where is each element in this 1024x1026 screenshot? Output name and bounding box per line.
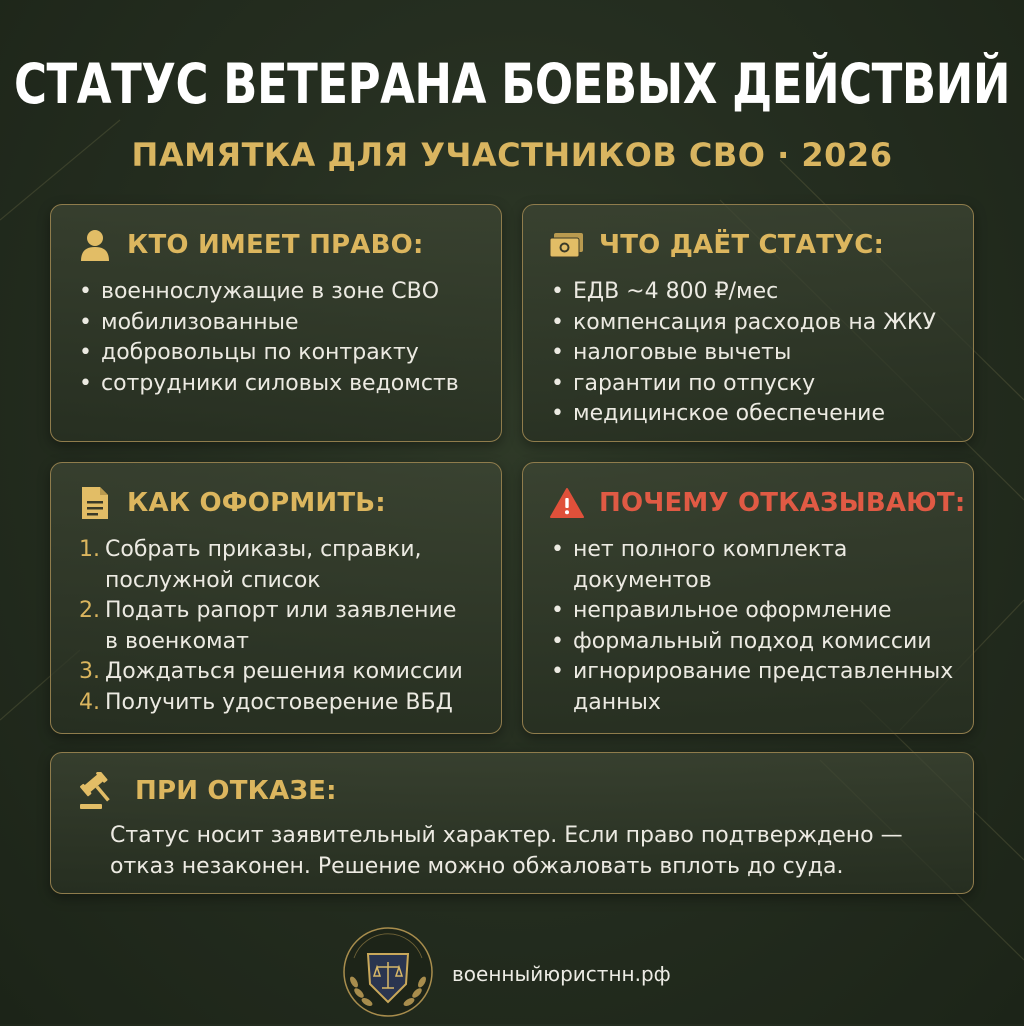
card-title: ЧТО ДАЁТ СТАТУС: [599,230,885,260]
list-item: • медицинское обеспечение [551,401,885,426]
list-item: • гарантии по отпуску [551,370,816,396]
list-item: 3. Дождаться решения комиссии [79,659,463,684]
list-item: • нет полного комплекта документов [551,537,848,593]
list-item: • налоговые вычеты [551,340,792,365]
card-how-to-apply [50,462,502,734]
refusal-description: Статус носит заявительный характер. Если право подтверждено — отказ незаконен. Решение можно обжаловать вплоть до суда. [110,823,903,879]
card-refusal-reasons [522,462,974,734]
card-header [77,227,424,263]
money-icon [549,227,585,263]
list-item: • формальный подход комиссии [551,628,932,654]
website-link[interactable]: военныйюристнн.рф [452,962,671,986]
card-title: КАК ОФОРМИТЬ: [127,488,386,518]
gavel-icon [77,773,121,809]
page-title: СТАТУС ВЕТЕРАНА БОЕВЫХ ДЕЙСТВИЙ [14,52,1010,117]
list-item: • мобилизованные [79,309,299,335]
card-header [77,485,386,521]
card-title: КТО ИМЕЕТ ПРАВО: [127,230,424,260]
list-item: 4. Получить удостоверение ВБД [79,689,453,715]
card-header [549,485,965,521]
benefits-list [551,277,936,430]
list-item: 1. Собрать приказы, справки, послужной список [79,537,422,593]
card-status-benefits [522,204,974,442]
list-item: 2. Подать рапорт или заявление в военкомат [79,598,457,654]
warning-icon [549,485,585,521]
organization-logo [338,922,438,1026]
list-item: • добровольцы по контракту [79,340,419,365]
list-item: • сотрудники силовых ведомств [79,370,459,396]
card-header [549,227,884,263]
footer [338,922,671,1026]
card-who-eligible [50,204,502,442]
refusal-reasons-list [551,535,953,718]
page-subtitle: ПАМЯТКА ДЛЯ УЧАСТНИКОВ СВО · 2026 [131,136,893,174]
document-icon [77,485,113,521]
eligible-list [79,277,459,399]
list-item: • военнослужащие в зоне СВО [79,279,440,304]
person-icon [77,227,113,263]
card-title: ПРИ ОТКАЗЕ: [135,776,337,806]
list-item: • игнорирование представленных данных [551,659,954,715]
card-header [77,773,337,809]
list-item: • ЕДВ ~4 800 ₽/мес [551,279,779,304]
card-title: ПОЧЕМУ ОТКАЗЫВАЮТ: [599,488,966,518]
steps-list [79,535,463,718]
list-item: • компенсация расходов на ЖКУ [551,309,936,335]
list-item: • неправильное оформление [551,598,892,623]
